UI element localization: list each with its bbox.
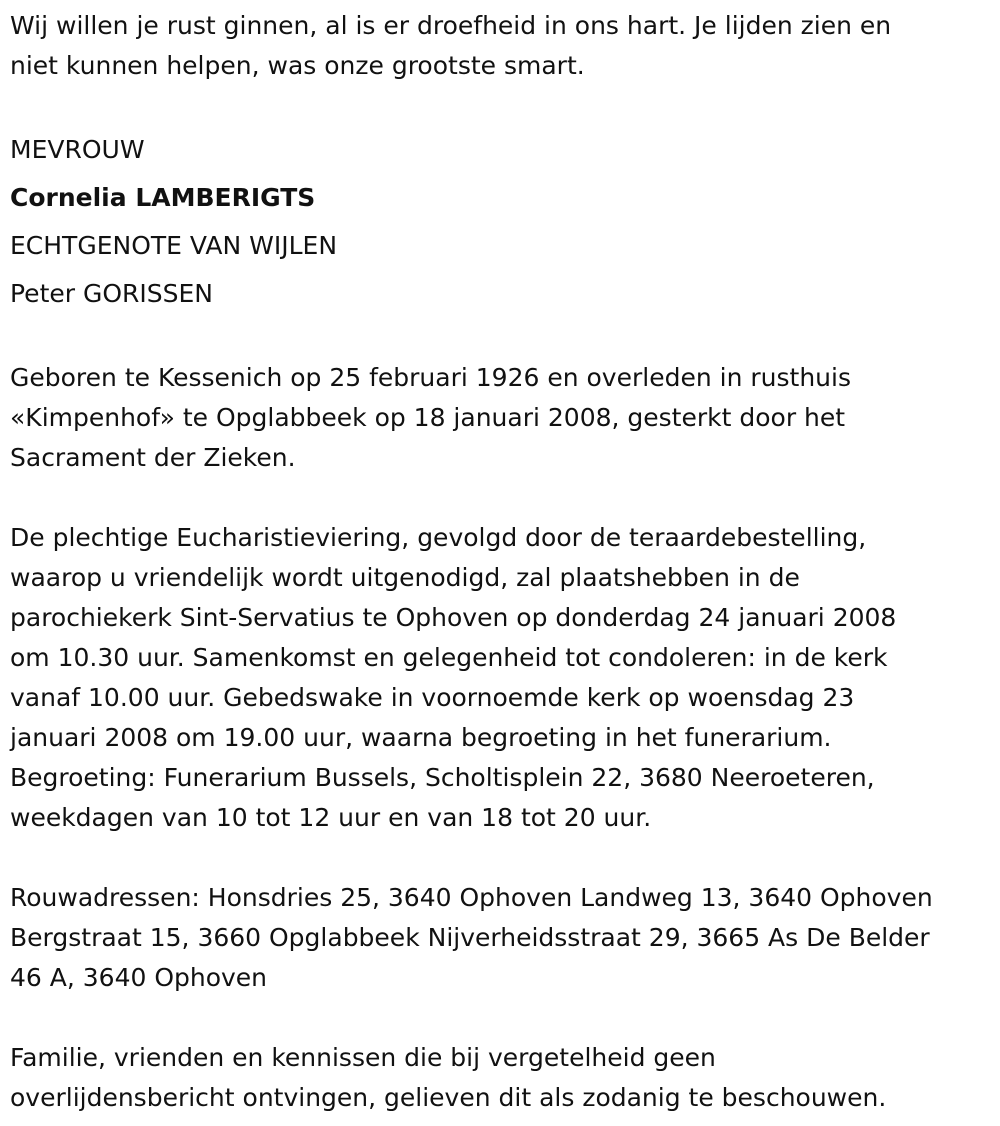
closing-line: Familie, vrienden en kennissen die bij vergetelheid geen [10,1043,716,1072]
ceremony-line: De plechtige Eucharistieviering, gevolgd door de teraardebestelling, [10,523,867,552]
deceased-title: MEVROUW [10,135,145,164]
address-line: Bergstraat 15, 3660 Opglabbeek Nijverheidsstraat 29, 3665 As De Belder [10,923,930,952]
birth-death-line: Geboren te Kessenich op 25 februari 1926 en overleden in rusthuis [10,363,851,392]
closing-paragraph [10,1038,990,1118]
ceremony-line: waarop u vriendelijk wordt uitgenodigd, zal plaatshebben in de [10,563,800,592]
ceremony-line: Begroeting: Funerarium Bussels, Scholtisplein 22, 3680 Neeroeteren, [10,763,875,792]
spacer [10,998,990,1038]
spacer [10,318,990,358]
birth-death-line: Sacrament der Zieken. [10,443,296,472]
obituary-notice [10,6,990,1118]
deceased-relation: ECHTGENOTE VAN WIJLEN [10,231,338,260]
ceremony-line: vanaf 10.00 uur. Gebedswake in voornoemde kerk op woensdag 23 [10,683,855,712]
spouse-name: Peter GORISSEN [10,279,214,308]
addresses-paragraph [10,878,990,998]
address-line: Rouwadressen: Honsdries 25, 3640 Ophoven Landweg 13, 3640 Ophoven [10,883,933,912]
ceremony-line: januari 2008 om 19.00 uur, waarna begroeting in het funerarium. [10,723,832,752]
spacer [10,86,990,126]
birth-death-line: «Kimpenhof» te Opglabbeek op 18 januari 2008, gesterkt door het [10,403,846,432]
closing-line: overlijdensbericht ontvingen, gelieven dit als zodanig te beschouwen. [10,1083,887,1112]
ceremony-paragraph [10,518,990,838]
spacer [10,838,990,878]
ceremony-line: om 10.30 uur. Samenkomst en gelegenheid tot condoleren: in de kerk [10,643,888,672]
intro-line: Wij willen je rust ginnen, al is er droefheid in ons hart. Je lijden zien en [10,11,892,40]
deceased-block [10,126,990,318]
intro-paragraph [10,6,990,86]
spacer [10,478,990,518]
intro-line: niet kunnen helpen, was onze grootste smart. [10,51,585,80]
address-line: 46 A, 3640 Ophoven [10,963,268,992]
birth-death-paragraph [10,358,990,478]
ceremony-line: parochiekerk Sint-Servatius te Ophoven op donderdag 24 januari 2008 [10,603,897,632]
deceased-name: Cornelia LAMBERIGTS [10,183,316,212]
ceremony-line: weekdagen van 10 tot 12 uur en van 18 tot 20 uur. [10,803,652,832]
